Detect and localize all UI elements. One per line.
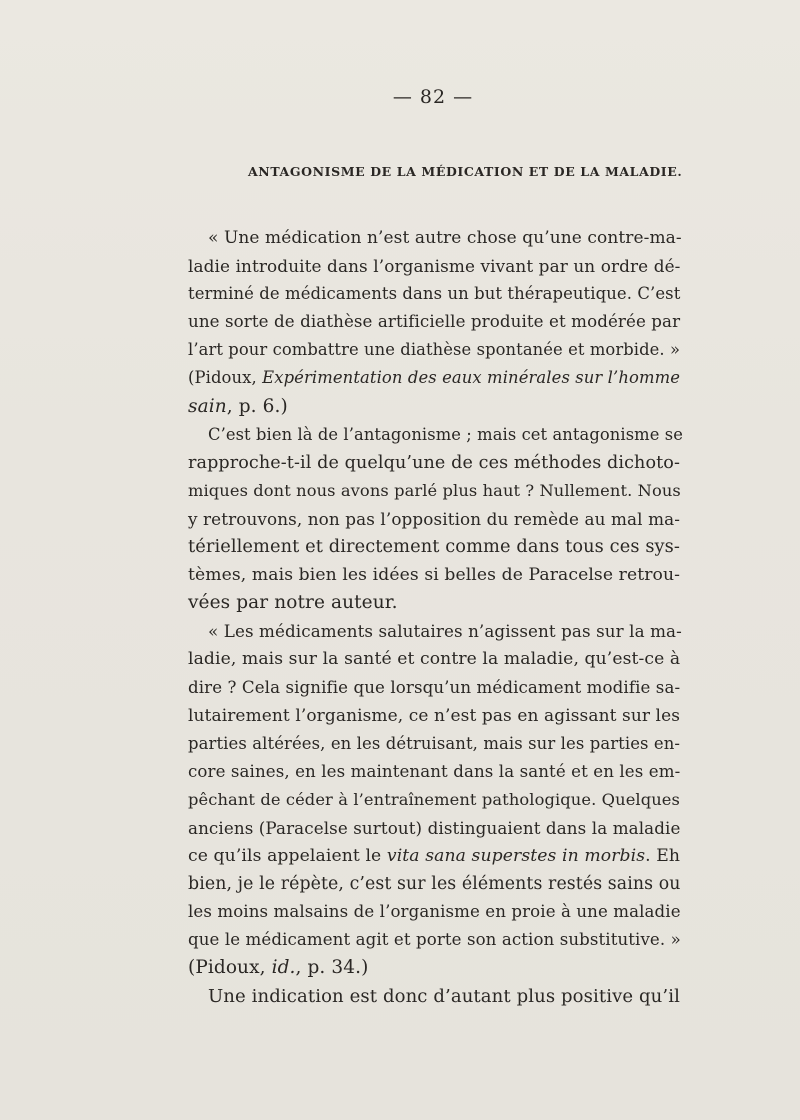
text-line: les moins malsains de l’organisme en proie à une maladie xyxy=(188,902,681,922)
text-line: ladie, mais sur la santé et contre la maladie, qu’est-ce à xyxy=(188,649,681,670)
text-line: core saines, en les maintenant dans la santé et en les em- xyxy=(188,761,681,781)
text-line: tériellement et directement comme dans tous ces sys- xyxy=(188,536,680,558)
text-line: terminé de médicaments dans un but thérapeutique. C’est xyxy=(188,284,681,304)
text-line: l’art pour combattre une diathèse spontanée et morbide. » xyxy=(188,340,681,360)
text-line: vées par notre auteur. xyxy=(188,592,398,614)
body-text xyxy=(188,224,683,1011)
text-line: bien, je le répète, c’est sur les éléments restés sains ou xyxy=(188,874,681,895)
page-number: — 82 — xyxy=(392,86,474,108)
text-segment: (Pidoux, xyxy=(188,368,263,388)
text-segment: ce qu’ils appelaient le xyxy=(188,846,387,867)
text-line: y retrouvons, non pas l’opposition du remède au mal ma- xyxy=(188,508,681,529)
italic-text-segment: Expérimentation des eaux minérales sur l’homme xyxy=(262,368,681,388)
text-line: anciens (Paracelse surtout) distinguaient dans la maladie xyxy=(188,817,681,838)
text-line: miques dont nous avons parlé plus haut ? Nullement. Nous xyxy=(188,480,681,500)
text-line: rapproche-t-il de quelqu’une de ces méthodes dichoto- xyxy=(188,452,680,473)
text-line xyxy=(188,364,680,392)
text-line: que le médicament agit et porte son action substitutive. » xyxy=(188,930,681,950)
section-heading: ANTAGONISME DE LA MÉDICATION ET DE LA MALADIE. xyxy=(248,164,683,179)
text-line: « Une médication n’est autre chose qu’une contre-ma- xyxy=(208,228,682,248)
italic-text-segment: vita sana superstes in morbis xyxy=(386,846,646,867)
text-line: parties altérées, en les détruisant, mais sur les parties en- xyxy=(188,733,681,753)
text-line: tèmes, mais bien les idées si belles de Paracelse retrou- xyxy=(188,565,680,586)
italic-text-segment: sain xyxy=(188,395,227,417)
text-segment: . Eh xyxy=(645,846,681,867)
text-segment: , p. 34.) xyxy=(295,957,369,979)
italic-text-segment: id. xyxy=(271,957,296,979)
text-line xyxy=(188,954,680,982)
text-line: « Les médicaments salutaires n’agissent pas sur la ma- xyxy=(208,621,682,642)
text-line: une sorte de diathèse artificielle produite et modérée par xyxy=(188,312,681,332)
text-line: pêchant de céder à l’entraînement pathologique. Quelques xyxy=(188,789,680,809)
text-segment: , p. 6.) xyxy=(226,395,288,417)
text-line: C’est bien là de l’antagonisme ; mais cet antagonisme se xyxy=(208,424,683,444)
text-segment: (Pidoux, xyxy=(188,957,272,979)
text-line xyxy=(188,842,680,870)
text-line: dire ? Cela signifie que lorsqu’un médicament modifie sa- xyxy=(188,677,681,697)
text-line xyxy=(188,393,680,421)
text-line: ladie introduite dans l’organisme vivant par un ordre dé- xyxy=(188,256,681,277)
text-line: lutairement l’organisme, ce n’est pas en agissant sur les xyxy=(188,705,681,726)
text-line: Une indication est donc d’autant plus positive qu’il xyxy=(208,985,680,1007)
